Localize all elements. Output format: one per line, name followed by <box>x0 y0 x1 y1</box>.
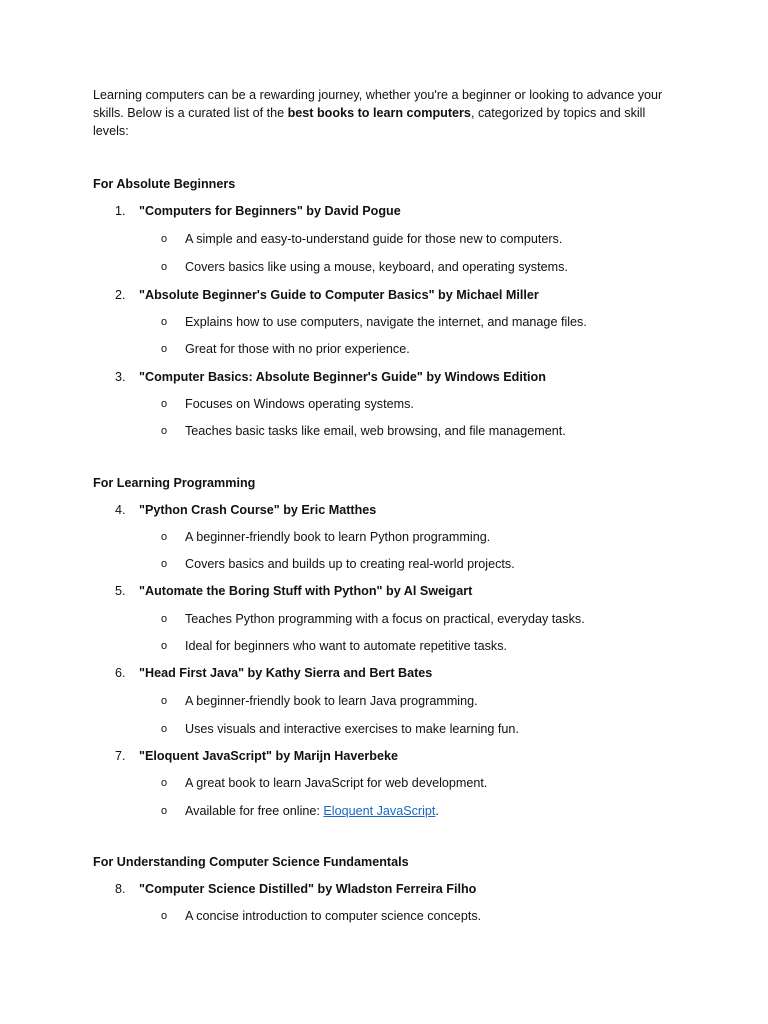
bullet-text: Ideal for beginners who want to automate repetitive tasks. <box>185 639 508 653</box>
hollow-bullet-icon: o <box>161 261 168 273</box>
bullet-text: A great book to learn JavaScript for web development. <box>185 776 488 790</box>
bullet-text: Covers basics like using a mouse, keyboard, and operating systems. <box>185 260 568 274</box>
book-bullet <box>93 610 668 628</box>
bullet-text: Teaches basic tasks like email, web browsing, and file management. <box>185 424 566 438</box>
hollow-bullet-icon: o <box>161 695 168 707</box>
hollow-bullet-icon: o <box>161 558 168 570</box>
hollow-bullet-icon: o <box>161 910 168 922</box>
bullet-text: A simple and easy-to-understand guide for those new to computers. <box>185 232 563 246</box>
book-bullet <box>93 258 668 276</box>
book-item <box>93 286 668 304</box>
book-title: "Computer Basics: Absolute Beginner's Guide" by Windows Edition <box>139 370 546 384</box>
bullet-text: A beginner-friendly book to learn Java programming. <box>185 694 478 708</box>
section-heading-absolute-beginners: For Absolute Beginners <box>93 177 236 191</box>
bullet-text: A beginner-friendly book to learn Python programming. <box>185 530 491 544</box>
hollow-bullet-icon: o <box>161 316 168 328</box>
book-title: "Absolute Beginner's Guide to Computer Basics" by Michael Miller <box>139 288 539 302</box>
book-bullet <box>93 230 668 248</box>
book-bullet <box>93 422 668 440</box>
bullet-text: Teaches Python programming with a focus on practical, everyday tasks. <box>185 612 585 626</box>
book-bullet <box>93 528 668 546</box>
section-heading-learning-programming: For Learning Programming <box>93 476 256 490</box>
book-number: 8. <box>115 882 126 896</box>
book-item <box>93 202 668 220</box>
document-page <box>93 86 668 925</box>
bullet-text: Covers basics and builds up to creating real-world projects. <box>185 557 515 571</box>
book-number: 2. <box>115 288 126 302</box>
book-number: 1. <box>115 204 126 218</box>
book-item <box>93 501 668 519</box>
bullet-text-suffix: . <box>435 804 439 818</box>
book-number: 6. <box>115 666 126 680</box>
hollow-bullet-icon: o <box>161 613 168 625</box>
bullet-text: Explains how to use computers, navigate the internet, and manage files. <box>185 315 587 329</box>
book-number: 7. <box>115 749 126 763</box>
bullet-text: Focuses on Windows operating systems. <box>185 397 414 411</box>
book-bullet <box>93 802 668 820</box>
book-number: 5. <box>115 584 126 598</box>
book-item <box>93 582 668 600</box>
book-bullet <box>93 313 668 331</box>
bullet-text: A concise introduction to computer science concepts. <box>185 909 482 923</box>
book-title: "Computer Science Distilled" by Wladston Ferreira Filho <box>139 882 477 896</box>
hollow-bullet-icon: o <box>161 531 168 543</box>
book-number: 4. <box>115 503 126 517</box>
intro-text-start: Learning computers can be a rewarding journey, whether you're a beginner or looking to advance your skills. Below is a curated list of the <box>93 88 663 120</box>
book-bullet <box>93 907 668 925</box>
book-bullet <box>93 340 668 358</box>
book-number: 3. <box>115 370 126 384</box>
eloquent-javascript-link[interactable]: Eloquent JavaScript <box>323 804 436 818</box>
intro-paragraph <box>93 86 668 140</box>
book-item <box>93 664 668 682</box>
book-bullet <box>93 395 668 413</box>
book-item <box>93 880 668 898</box>
book-title: "Python Crash Course" by Eric Matthes <box>139 503 377 517</box>
hollow-bullet-icon: o <box>161 777 168 789</box>
bullet-text: Uses visuals and interactive exercises to make learning fun. <box>185 722 519 736</box>
book-bullet <box>93 774 668 792</box>
bullet-text-prefix: Available for free online: <box>185 804 324 818</box>
book-title: "Head First Java" by Kathy Sierra and Bert Bates <box>139 666 433 680</box>
intro-bold-text: best books to learn computers <box>287 106 471 120</box>
bullet-text: Great for those with no prior experience. <box>185 342 410 356</box>
book-bullet <box>93 692 668 710</box>
hollow-bullet-icon: o <box>161 640 168 652</box>
book-bullet <box>93 555 668 573</box>
hollow-bullet-icon: o <box>161 425 168 437</box>
hollow-bullet-icon: o <box>161 723 168 735</box>
hollow-bullet-icon: o <box>161 343 168 355</box>
book-title: "Computers for Beginners" by David Pogue <box>139 204 401 218</box>
hollow-bullet-icon: o <box>161 805 168 817</box>
book-bullet <box>93 720 668 738</box>
book-bullet <box>93 637 668 655</box>
section-heading-cs-fundamentals: For Understanding Computer Science Fundamentals <box>93 855 409 869</box>
book-item <box>93 368 668 386</box>
book-item <box>93 747 668 765</box>
hollow-bullet-icon: o <box>161 398 168 410</box>
intro-text-end: , categorized by topics and skill levels: <box>93 106 646 138</box>
book-title: "Eloquent JavaScript" by Marijn Haverbeke <box>139 749 399 763</box>
book-title: "Automate the Boring Stuff with Python" by Al Sweigart <box>139 584 473 598</box>
hollow-bullet-icon: o <box>161 233 168 245</box>
